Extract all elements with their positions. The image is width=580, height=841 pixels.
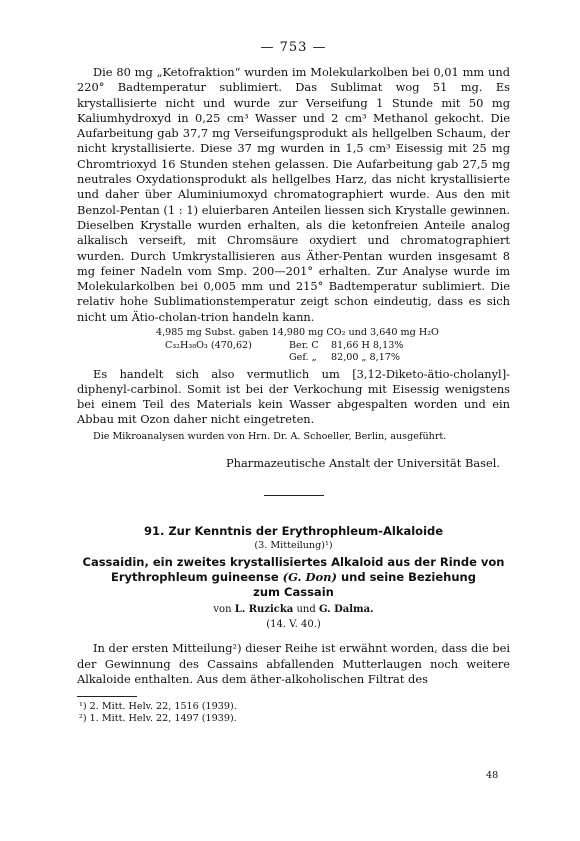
authors-and: und xyxy=(296,604,316,616)
institution: Pharmazeutische Anstalt der Universität Basel. xyxy=(225,456,500,471)
main-title-line-3: zum Cassain xyxy=(253,585,334,600)
footnote-2: ²) 1. Mitt. Helv. 22, 1497 (1939). xyxy=(79,713,237,725)
section-divider xyxy=(264,495,324,496)
paragraph-intro: In der ersten Mitteilung²) dieser Reihe ist erwähnt worden, dass die bei der Gewinnung des Cassains abfallenden Mutterlaugen noch weitere Alkaloide enthalten. Aus dem äther-alkoholischen Filtrat des xyxy=(77,641,510,686)
main-title-line-2 xyxy=(77,570,510,585)
main-title-authority: (G. Don) xyxy=(282,570,337,585)
main-title-line-1: Cassaidin, ein zweites krystallisiertes Alkaloid aus der Rinde von xyxy=(82,555,505,570)
microanalysis-credit: Die Mikroanalysen wurden von Hrn. Dr. A. Schoeller, Berlin, ausgeführt. xyxy=(93,430,447,442)
authors-prefix: von xyxy=(213,604,232,616)
analysis-gef-values: 82,00 „ 8,17% xyxy=(331,352,401,364)
analysis-measurement: 4,985 mg Subst. gaben 14,980 mg CO₂ und 3,640 mg H₂O xyxy=(156,327,439,339)
analysis-ber-values: 81,66 H 8,13% xyxy=(331,339,404,351)
article-date: (14. V. 40.) xyxy=(266,619,321,631)
paragraph-conclusion: Es handelt sich also vermutlich um [3,12-Diketo-ätio-cholanyl]-diphenyl-carbinol. Somit ist bei der Verkochung mit Eisessig wenigstens bei einem Teil des Materials kein Wasser abgespalten worden und ein Abbau mit Ozon daher nicht eingetreten. xyxy=(77,366,510,427)
article-subtitle: (3. Mitteilung)¹) xyxy=(254,540,333,552)
paragraph-ketofraktion: Die 80 mg „Ketofraktion“ wurden im Molekularkolben bei 0,01 mm und 220° Badtemperatur sublimiert. Das Sublimat wog 51 mg. Es krystallisierte nicht und wurde zur Verseifung 1 Stunde mit 50 mg Kaliumhydroxyd in 0,25 cm³ Wasser und 2 cm³ Methanol gekocht. Die Aufarbeitung gab 37,7 mg Verseifungsprodukt als hellgelben Schaum, der nicht krystallisierte. Diese 37 mg wurden in 1,5 cm³ Eisessig mit 25 mg Chromtrioxyd 16 Stunden stehen gelassen. Die Aufarbeitung gab 27,5 mg neutrales Oxydationsprodukt als hellgelbes Harz, das nicht krystallisierte und daher über Aluminiumoxyd chromatographiert wurde. Aus den mit Benzol-Pentan (1 : 1) eluierbaren Anteilen liessen sich Krystalle gewinnen. Dieselben Krystalle wurden erhalten, als die ketonfreien Anteile analog alkalisch verseift, mit Chromsäure oxydiert und chromatographiert wurden. Durch Umkrystallisieren aus Äther-Pentan wurden insgesamt 8 mg feiner Nadeln vom Smp. 200—201° erhalten. Zur Analyse wurde im Molekularkolben bei 0,005 mm und 215° Badtemperatur sublimiert. Die relativ hohe Sublimationstemperatur zeigt schon eindeutig, dass es sich nicht um Ätio-cholan-trion handeln kann. xyxy=(77,65,510,324)
analysis-found xyxy=(77,352,510,365)
article-main-title xyxy=(77,555,510,600)
main-title-relation: und seine Beziehung xyxy=(340,570,476,585)
page-number: — 753 — xyxy=(260,40,327,55)
analysis-ber-label: Ber. C xyxy=(289,339,319,351)
article-authors xyxy=(77,604,510,615)
elemental-analysis xyxy=(77,327,510,365)
analysis-calculated xyxy=(77,340,510,353)
author-2: G. Dalma. xyxy=(318,604,374,616)
footnote-divider xyxy=(77,696,137,697)
article-title: 91. Zur Kenntnis der Erythrophleum-Alkaloide xyxy=(143,524,444,539)
footnote-1: ¹) 2. Mitt. Helv. 22, 1516 (1939). xyxy=(79,701,237,713)
author-1: L. Ruzicka xyxy=(234,604,294,616)
page xyxy=(77,40,510,725)
analysis-formula: C₃₂H₃₈O₃ (470,62) xyxy=(165,339,252,351)
article-header xyxy=(77,524,510,630)
analysis-gef-label: Gef. „ xyxy=(289,352,317,364)
main-title-species: Erythrophleum guineense xyxy=(111,570,279,585)
footer-page-number: 48 xyxy=(486,770,499,781)
